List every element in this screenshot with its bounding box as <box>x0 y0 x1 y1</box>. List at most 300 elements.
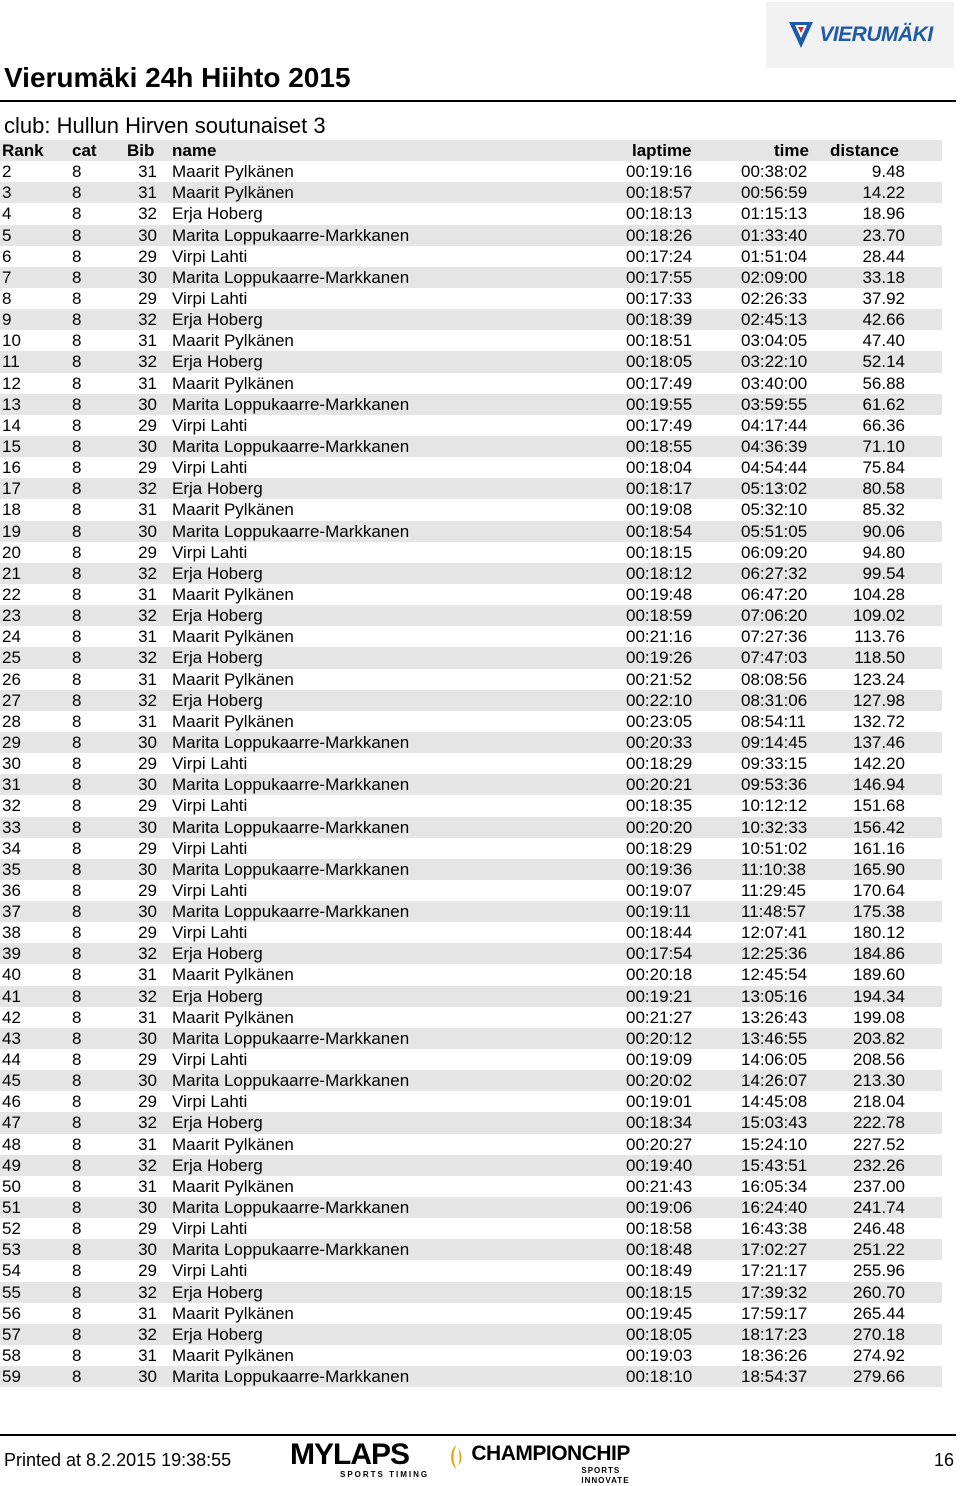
distance-cell: 246.48 <box>853 1219 905 1239</box>
name-cell: Erja Hoberg <box>172 352 263 372</box>
table-row <box>0 817 942 838</box>
cat-cell: 8 <box>72 479 82 499</box>
rank-cell: 26 <box>2 669 21 689</box>
name-cell: Erja Hoberg <box>172 690 263 710</box>
time-cell: 10:12:12 <box>741 796 808 816</box>
rank-cell: 13 <box>2 394 21 414</box>
cat-cell: 8 <box>72 542 82 562</box>
distance-cell: 33.18 <box>862 267 905 287</box>
bib-cell: 30 <box>138 436 157 456</box>
table-row <box>0 161 942 182</box>
time-cell: 03:22:10 <box>741 352 808 372</box>
name-cell: Marita Loppukaarre-Markkanen <box>172 732 410 752</box>
distance-cell: 28.44 <box>862 246 905 266</box>
rank-cell: 18 <box>2 500 21 520</box>
time-cell: 02:26:33 <box>741 288 808 308</box>
cat-cell: 8 <box>72 775 82 795</box>
name-cell: Erja Hoberg <box>172 648 263 668</box>
laptime-cell: 00:18:57 <box>626 183 693 203</box>
bib-cell: 29 <box>138 838 157 858</box>
bib-cell: 32 <box>138 352 157 372</box>
laptime-cell: 00:19:03 <box>626 1346 693 1366</box>
rank-cell: 51 <box>2 1198 21 1218</box>
distance-cell: 118.50 <box>854 648 905 668</box>
table-row <box>0 373 942 394</box>
name-cell: Virpi Lahti <box>172 288 248 308</box>
table-row <box>0 986 942 1007</box>
rank-cell: 35 <box>2 859 21 879</box>
distance-cell: 99.54 <box>862 563 905 583</box>
bib-cell: 31 <box>138 331 157 351</box>
laptime-cell: 00:19:09 <box>626 1050 693 1070</box>
rank-cell: 24 <box>2 627 21 647</box>
bib-cell: 31 <box>138 711 157 731</box>
time-cell: 13:26:43 <box>741 1007 808 1027</box>
name-cell: Virpi Lahti <box>172 1219 248 1239</box>
time-cell: 04:54:44 <box>741 458 808 478</box>
rank-cell: 14 <box>2 415 21 435</box>
distance-cell: 274.92 <box>853 1346 905 1366</box>
rank-cell: 50 <box>2 1176 21 1196</box>
distance-cell: 123.24 <box>853 669 905 689</box>
laptime-cell: 00:20:12 <box>626 1028 693 1048</box>
laptime-cell: 00:19:16 <box>626 162 693 182</box>
table-row <box>0 838 942 859</box>
rank-cell: 9 <box>2 310 12 330</box>
table-row <box>0 1049 942 1070</box>
table-row <box>0 1197 942 1218</box>
laptime-cell: 00:20:18 <box>626 965 693 985</box>
time-cell: 07:47:03 <box>741 648 808 668</box>
laptime-cell: 00:17:54 <box>626 944 693 964</box>
distance-cell: 213.30 <box>853 1071 905 1091</box>
name-cell: Maarit Pylkänen <box>172 500 294 520</box>
cat-cell: 8 <box>72 944 82 964</box>
cat-cell: 8 <box>72 394 82 414</box>
laptime-cell: 00:18:05 <box>626 352 693 372</box>
laptime-cell: 00:19:40 <box>626 1155 693 1175</box>
laptime-cell: 00:19:11 <box>626 902 691 922</box>
cat-cell: 8 <box>72 1176 82 1196</box>
bib-cell: 30 <box>138 1028 157 1048</box>
time-cell: 02:09:00 <box>741 267 808 287</box>
cat-cell: 8 <box>72 648 82 668</box>
cat-cell: 8 <box>72 1028 82 1048</box>
rank-cell: 2 <box>2 162 12 182</box>
table-row <box>0 1155 942 1176</box>
col-rank-header: Rank <box>2 141 44 160</box>
name-cell: Maarit Pylkänen <box>172 1303 294 1323</box>
rank-cell: 19 <box>2 521 21 541</box>
distance-cell: 270.18 <box>853 1324 905 1344</box>
distance-cell: 104.28 <box>853 584 905 604</box>
laptime-cell: 00:18:49 <box>626 1261 693 1281</box>
time-cell: 12:07:41 <box>741 923 808 943</box>
table-row <box>0 774 942 795</box>
name-cell: Marita Loppukaarre-Markkanen <box>172 267 410 287</box>
name-cell: Marita Loppukaarre-Markkanen <box>172 436 410 456</box>
table-header <box>0 140 942 161</box>
bib-cell: 31 <box>138 183 157 203</box>
distance-cell: 203.82 <box>853 1028 905 1048</box>
cat-cell: 8 <box>72 923 82 943</box>
table-row <box>0 203 942 224</box>
cat-cell: 8 <box>72 880 82 900</box>
laptime-cell: 00:18:35 <box>626 796 693 816</box>
distance-cell: 151.68 <box>853 796 905 816</box>
rank-cell: 32 <box>2 796 21 816</box>
laptime-cell: 00:21:43 <box>626 1176 693 1196</box>
cat-cell: 8 <box>72 246 82 266</box>
name-cell: Erja Hoberg <box>172 1324 263 1344</box>
laptime-cell: 00:18:10 <box>626 1367 693 1387</box>
rank-cell: 12 <box>2 373 21 393</box>
table-row <box>0 1176 942 1197</box>
distance-cell: 132.72 <box>853 711 905 731</box>
table-row <box>0 690 942 711</box>
bib-cell: 31 <box>138 669 157 689</box>
table-row <box>0 795 942 816</box>
distance-cell: 156.42 <box>853 817 905 837</box>
laptime-cell: 00:21:16 <box>626 627 693 647</box>
col-distance-header: distance <box>830 141 899 160</box>
laptime-cell: 00:23:05 <box>626 711 693 731</box>
rank-cell: 36 <box>2 880 21 900</box>
time-cell: 11:29:45 <box>741 880 806 900</box>
rank-cell: 30 <box>2 754 21 774</box>
name-cell: Maarit Pylkänen <box>172 627 294 647</box>
laptime-cell: 00:18:15 <box>626 1282 693 1302</box>
time-cell: 10:51:02 <box>741 838 808 858</box>
name-cell: Marita Loppukaarre-Markkanen <box>172 1071 410 1091</box>
bib-cell: 29 <box>138 880 157 900</box>
championchip-logo-icon <box>446 1440 467 1474</box>
laptime-cell: 00:18:58 <box>626 1219 693 1239</box>
rank-cell: 40 <box>2 965 21 985</box>
rank-cell: 59 <box>2 1367 21 1387</box>
name-cell: Erja Hoberg <box>172 204 263 224</box>
distance-cell: 237.00 <box>853 1176 905 1196</box>
mylaps-logo-text: MYLAPS <box>290 1438 410 1471</box>
time-cell: 16:05:34 <box>741 1176 808 1196</box>
laptime-cell: 00:21:27 <box>626 1007 693 1027</box>
laptime-cell: 00:17:24 <box>626 246 693 266</box>
time-cell: 03:59:55 <box>741 394 808 414</box>
time-cell: 11:10:38 <box>741 859 806 879</box>
laptime-cell: 00:21:52 <box>626 669 693 689</box>
distance-cell: 113.76 <box>854 627 905 647</box>
name-cell: Virpi Lahti <box>172 796 248 816</box>
bib-cell: 29 <box>138 1219 157 1239</box>
cat-cell: 8 <box>72 1134 82 1154</box>
distance-cell: 66.36 <box>862 415 905 435</box>
page-title: Vierumäki 24h Hiihto 2015 <box>4 62 351 93</box>
table-row <box>0 351 942 372</box>
name-cell: Maarit Pylkänen <box>172 711 294 731</box>
time-cell: 14:06:05 <box>741 1050 808 1070</box>
printed-at: Printed at 8.2.2015 19:38:55 <box>4 1450 232 1470</box>
rank-cell: 10 <box>2 331 21 351</box>
cat-cell: 8 <box>72 267 82 287</box>
cat-cell: 8 <box>72 1261 82 1281</box>
table-row <box>0 1112 942 1133</box>
name-cell: Maarit Pylkänen <box>172 373 294 393</box>
bib-cell: 30 <box>138 1071 157 1091</box>
distance-cell: 265.44 <box>853 1303 905 1323</box>
distance-cell: 137.46 <box>853 732 905 752</box>
table-row <box>0 1134 942 1155</box>
cat-cell: 8 <box>72 1346 82 1366</box>
distance-cell: 251.22 <box>853 1240 905 1260</box>
cat-cell: 8 <box>72 627 82 647</box>
time-cell: 15:03:43 <box>741 1113 808 1133</box>
time-cell: 05:13:02 <box>741 479 808 499</box>
bib-cell: 32 <box>138 944 157 964</box>
distance-cell: 75.84 <box>862 458 905 478</box>
cat-cell: 8 <box>72 711 82 731</box>
cat-cell: 8 <box>72 1092 82 1112</box>
rank-cell: 34 <box>2 838 21 858</box>
name-cell: Erja Hoberg <box>172 1282 263 1302</box>
table-row <box>0 880 942 901</box>
table-row <box>0 563 942 584</box>
bib-cell: 31 <box>138 162 157 182</box>
bib-cell: 30 <box>138 775 157 795</box>
name-cell: Maarit Pylkänen <box>172 965 294 985</box>
laptime-cell: 00:18:54 <box>626 521 693 541</box>
time-cell: 17:21:17 <box>741 1261 808 1281</box>
rank-cell: 27 <box>2 690 21 710</box>
name-cell: Erja Hoberg <box>172 606 263 626</box>
laptime-cell: 00:19:26 <box>626 648 693 668</box>
cat-cell: 8 <box>72 732 82 752</box>
name-cell: Maarit Pylkänen <box>172 162 294 182</box>
distance-cell: 52.14 <box>862 352 905 372</box>
rank-cell: 3 <box>2 183 12 203</box>
table-row <box>0 1091 942 1112</box>
rank-cell: 23 <box>2 606 21 626</box>
distance-cell: 61.62 <box>862 394 905 414</box>
col-cat-header: cat <box>72 141 97 160</box>
vierumaki-logo-icon <box>787 20 815 50</box>
laptime-cell: 00:18:51 <box>626 331 693 351</box>
table-row <box>0 415 942 436</box>
name-cell: Maarit Pylkänen <box>172 669 294 689</box>
time-cell: 18:54:37 <box>741 1367 808 1387</box>
rank-cell: 54 <box>2 1261 21 1281</box>
name-cell: Virpi Lahti <box>172 542 248 562</box>
bib-cell: 30 <box>138 859 157 879</box>
table-row <box>0 859 942 880</box>
cat-cell: 8 <box>72 1113 82 1133</box>
laptime-cell: 00:22:10 <box>626 690 693 710</box>
table-row <box>0 1218 942 1239</box>
laptime-cell: 00:19:21 <box>626 986 693 1006</box>
name-cell: Maarit Pylkänen <box>172 1346 294 1366</box>
bib-cell: 29 <box>138 1092 157 1112</box>
name-cell: Erja Hoberg <box>172 1113 263 1133</box>
rank-cell: 58 <box>2 1346 21 1366</box>
rank-cell: 25 <box>2 648 21 668</box>
distance-cell: 142.20 <box>853 754 905 774</box>
bib-cell: 31 <box>138 584 157 604</box>
bib-cell: 32 <box>138 606 157 626</box>
table-row <box>0 267 942 288</box>
rank-cell: 7 <box>2 267 12 287</box>
laptime-cell: 00:17:49 <box>626 415 693 435</box>
time-cell: 06:27:32 <box>741 563 808 583</box>
col-bib-header: Bib <box>127 141 155 160</box>
bib-cell: 29 <box>138 1050 157 1070</box>
rank-cell: 47 <box>2 1113 21 1133</box>
distance-cell: 18.96 <box>862 204 905 224</box>
laptime-cell: 00:20:20 <box>626 817 693 837</box>
time-cell: 18:17:23 <box>741 1324 808 1344</box>
time-cell: 12:25:36 <box>741 944 808 964</box>
cat-cell: 8 <box>72 521 82 541</box>
distance-cell: 127.98 <box>853 690 905 710</box>
table-row <box>0 542 942 563</box>
laptime-cell: 00:20:33 <box>626 732 693 752</box>
championchip-logo-text: CHAMPIONCHIP <box>471 1442 630 1465</box>
distance-cell: 109.02 <box>853 606 905 626</box>
rank-cell: 16 <box>2 458 21 478</box>
time-cell: 05:51:05 <box>741 521 808 541</box>
laptime-cell: 00:19:06 <box>626 1198 693 1218</box>
laptime-cell: 00:19:55 <box>626 394 693 414</box>
table-row <box>0 1239 942 1260</box>
name-cell: Erja Hoberg <box>172 479 263 499</box>
cat-cell: 8 <box>72 563 82 583</box>
cat-cell: 8 <box>72 902 82 922</box>
mylaps-logo <box>290 1440 436 1482</box>
name-cell: Virpi Lahti <box>172 1050 248 1070</box>
distance-cell: 23.70 <box>862 225 905 245</box>
name-cell: Marita Loppukaarre-Markkanen <box>172 1240 410 1260</box>
bib-cell: 29 <box>138 1261 157 1281</box>
cat-cell: 8 <box>72 225 82 245</box>
time-cell: 16:24:40 <box>741 1198 808 1218</box>
name-cell: Virpi Lahti <box>172 458 248 478</box>
time-cell: 00:56:59 <box>741 183 808 203</box>
vierumaki-logo <box>766 2 954 68</box>
name-cell: Marita Loppukaarre-Markkanen <box>172 225 410 245</box>
time-cell: 12:45:54 <box>741 965 808 985</box>
name-cell: Marita Loppukaarre-Markkanen <box>172 902 410 922</box>
distance-cell: 170.64 <box>853 880 905 900</box>
name-cell: Virpi Lahti <box>172 838 248 858</box>
table-row <box>0 1007 942 1028</box>
rank-cell: 31 <box>2 775 21 795</box>
name-cell: Marita Loppukaarre-Markkanen <box>172 394 410 414</box>
results-table <box>0 140 942 1387</box>
bib-cell: 29 <box>138 246 157 266</box>
laptime-cell: 00:18:29 <box>626 754 693 774</box>
laptime-cell: 00:18:39 <box>626 310 693 330</box>
distance-cell: 184.86 <box>853 944 905 964</box>
distance-cell: 180.12 <box>853 923 905 943</box>
bib-cell: 30 <box>138 394 157 414</box>
cat-cell: 8 <box>72 373 82 393</box>
bib-cell: 29 <box>138 288 157 308</box>
table-row <box>0 309 942 330</box>
distance-cell: 241.74 <box>853 1198 905 1218</box>
cat-cell: 8 <box>72 1219 82 1239</box>
cat-cell: 8 <box>72 838 82 858</box>
distance-cell: 232.26 <box>853 1155 905 1175</box>
rank-cell: 46 <box>2 1092 21 1112</box>
time-cell: 03:40:00 <box>741 373 808 393</box>
laptime-cell: 00:20:21 <box>626 775 693 795</box>
table-row <box>0 1282 942 1303</box>
championchip-logo <box>446 1440 636 1485</box>
laptime-cell: 00:20:27 <box>626 1134 693 1154</box>
table-row <box>0 943 942 964</box>
bib-cell: 32 <box>138 1282 157 1302</box>
table-row <box>0 394 942 415</box>
table-row <box>0 1260 942 1281</box>
cat-cell: 8 <box>72 352 82 372</box>
distance-cell: 227.52 <box>853 1134 905 1154</box>
time-cell: 01:51:04 <box>741 246 808 266</box>
table-row <box>0 1028 942 1049</box>
cat-cell: 8 <box>72 1324 82 1344</box>
cat-cell: 8 <box>72 606 82 626</box>
name-cell: Maarit Pylkänen <box>172 1134 294 1154</box>
name-cell: Maarit Pylkänen <box>172 1007 294 1027</box>
table-row <box>0 711 942 732</box>
name-cell: Marita Loppukaarre-Markkanen <box>172 1198 410 1218</box>
laptime-cell: 00:19:08 <box>626 500 693 520</box>
bib-cell: 32 <box>138 690 157 710</box>
name-cell: Virpi Lahti <box>172 415 248 435</box>
bib-cell: 30 <box>138 1367 157 1387</box>
rank-cell: 8 <box>2 288 12 308</box>
time-cell: 07:27:36 <box>741 627 808 647</box>
cat-cell: 8 <box>72 204 82 224</box>
cat-cell: 8 <box>72 986 82 1006</box>
name-cell: Erja Hoberg <box>172 986 263 1006</box>
table-row <box>0 246 942 267</box>
table-row <box>0 457 942 478</box>
cat-cell: 8 <box>72 183 82 203</box>
rank-cell: 56 <box>2 1303 21 1323</box>
table-body <box>0 161 942 1387</box>
rank-cell: 41 <box>2 986 21 1006</box>
bib-cell: 32 <box>138 648 157 668</box>
laptime-cell: 00:18:34 <box>626 1113 693 1133</box>
time-cell: 13:05:16 <box>741 986 808 1006</box>
name-cell: Maarit Pylkänen <box>172 584 294 604</box>
distance-cell: 56.88 <box>862 373 905 393</box>
name-cell: Virpi Lahti <box>172 246 248 266</box>
cat-cell: 8 <box>72 669 82 689</box>
bib-cell: 32 <box>138 1113 157 1133</box>
time-cell: 11:48:57 <box>741 902 806 922</box>
rank-cell: 57 <box>2 1324 21 1344</box>
cat-cell: 8 <box>72 162 82 182</box>
cat-cell: 8 <box>72 1007 82 1027</box>
cat-cell: 8 <box>72 458 82 478</box>
bib-cell: 31 <box>138 965 157 985</box>
distance-cell: 42.66 <box>862 310 905 330</box>
table-row <box>0 626 942 647</box>
time-cell: 09:33:15 <box>741 754 808 774</box>
name-cell: Marita Loppukaarre-Markkanen <box>172 817 410 837</box>
table-row <box>0 901 942 922</box>
time-cell: 15:24:10 <box>741 1134 808 1154</box>
rank-cell: 4 <box>2 204 12 224</box>
